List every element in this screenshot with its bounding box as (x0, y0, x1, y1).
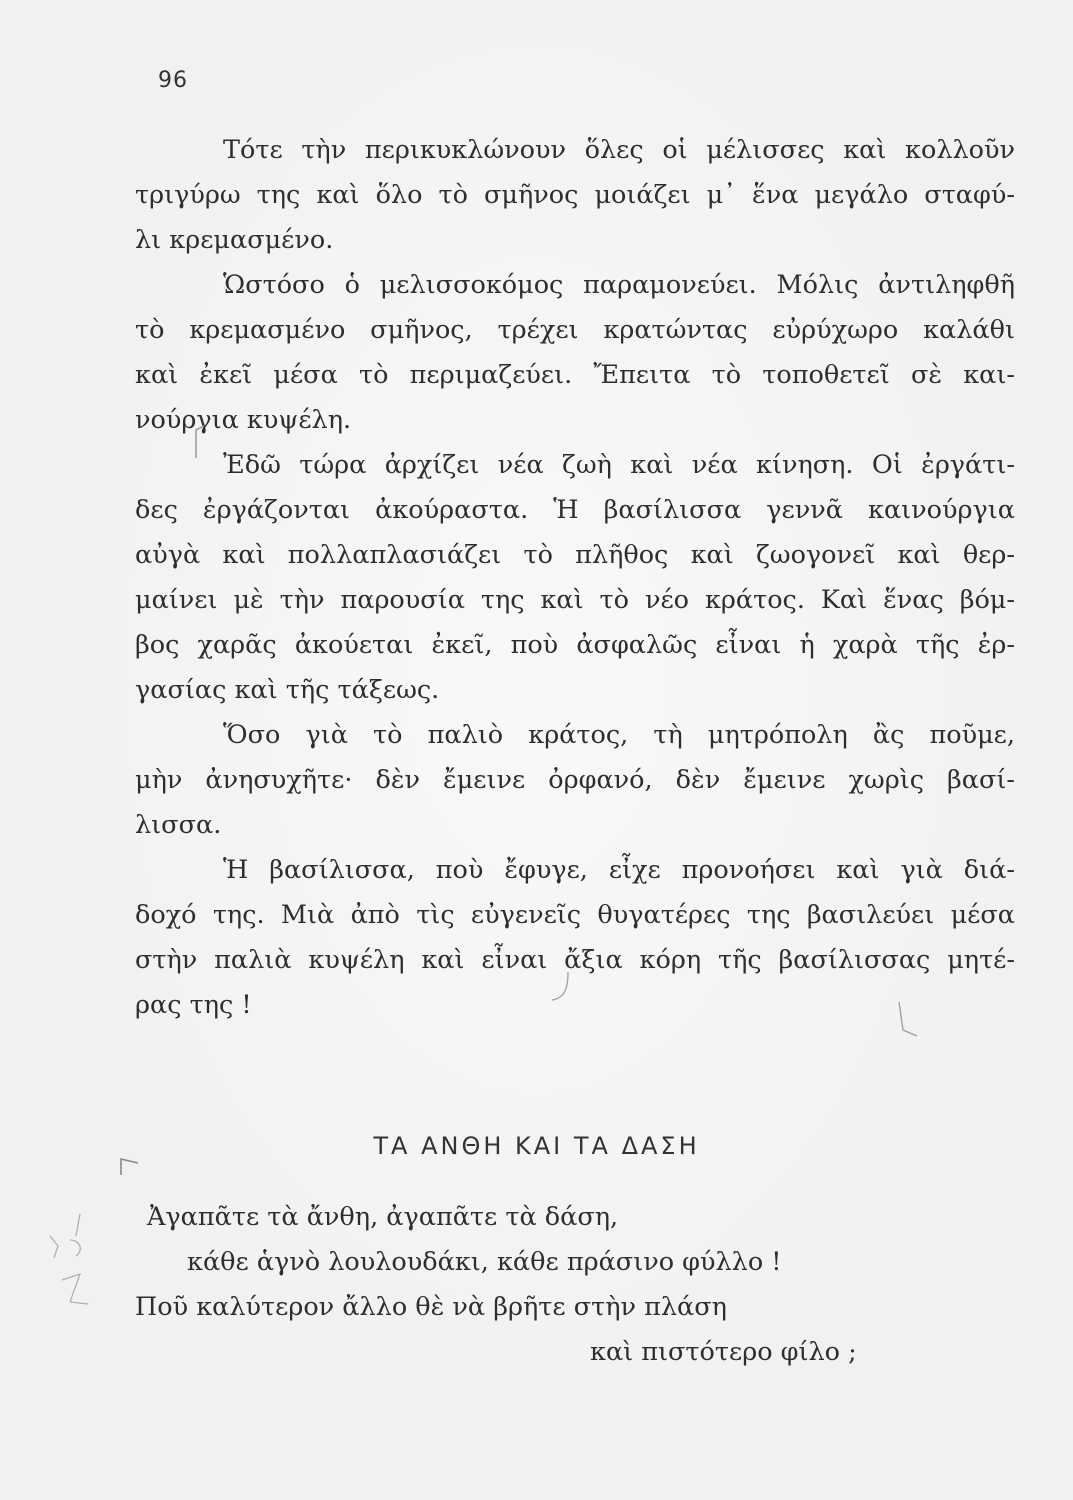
poem-verse: Ποῦ καλύτερον ἄλλο θὲ νὰ βρῆτε στὴν πλάση (135, 1292, 727, 1322)
text-line: Ἐδῶ τώρα ἀρχίζει νέα ζωὴ καὶ νέα κίνηση. Οἱ ἐργάτι- (223, 450, 1015, 480)
text-line: Τότε τὴν περικυκλώνουν ὅλες οἱ μέλισσες καὶ κολλοῦν (223, 135, 1015, 165)
text-line: λι κρεμασμένο. (135, 225, 334, 255)
text-line: μαίνει μὲ τὴν παρουσία της καὶ τὸ νέο κράτος. Καὶ ἕνας βόμ- (135, 585, 1015, 615)
text-line: στὴν παλιὰ κυψέλη καὶ εἶναι ἄξια κόρη τῆς βασίλισσας μητέ- (135, 945, 1015, 975)
poem-body (135, 1195, 915, 1375)
pencil-bracket-mark (188, 424, 208, 460)
page-number: 96 (158, 68, 188, 93)
text-line: τριγύρω της καὶ ὅλο τὸ σμῆνος μοιάζει μ᾽ ἕνα μεγάλο σταφύ- (135, 180, 1015, 210)
poem-verse: καὶ πιστότερο φίλο ; (590, 1337, 857, 1367)
text-line: Ἡ βασίλισσα, ποὺ ἔφυγε, εἶχε προνοήσει καὶ γιὰ διά- (223, 855, 1015, 885)
text-line: μὴν ἀνησυχῆτε· δὲν ἔμεινε ὀρφανό, δὲν ἔμεινε χωρὶς βασί- (135, 765, 1015, 795)
text-line: λισσα. (135, 810, 222, 840)
text-line: Ὡστόσο ὁ μελισσοκόμος παραμονεύει. Μόλις ἀντιληφθῆ (223, 270, 1015, 300)
text-line: Ὅσο γιὰ τὸ παλιὸ κράτος, τὴ μητρόπολη ἂς ποῦμε, (223, 720, 1015, 750)
pencil-tick-mark (895, 1000, 921, 1040)
text-line: βος χαρᾶς ἀκούεται ἐκεῖ, ποὺ ἀσφαλῶς εἶναι ἡ χαρὰ τῆς ἐρ- (135, 630, 1015, 660)
section-heading: ΤΑ ΑΝΘΗ ΚΑΙ ΤΑ ΔΑΣΗ (373, 1132, 700, 1160)
text-line: νούργια κυψέλη. (135, 405, 352, 435)
prose-body (135, 128, 1015, 1028)
text-line: δες ἐργάζονται ἀκούραστα. Ἡ βασίλισσα γεννᾶ καινούργια (135, 495, 1015, 525)
text-line: τὸ κρεμασμένο σμῆνος, τρέχει κρατώντας εὐρύχωρο καλάθι (135, 315, 1015, 345)
pencil-corner-mark (118, 1155, 140, 1177)
text-line: δοχό της. Μιὰ ἀπὸ τὶς εὐγενεῖς θυγατέρες της βασιλεύει μέσα (135, 900, 1015, 930)
text-line: αὐγὰ καὶ πολλαπλασιάζει τὸ πλῆθος καὶ ζωογονεῖ καὶ θερ- (135, 540, 1015, 570)
text-line: καὶ ἐκεῖ μέσα τὸ περιμαζεύει. Ἔπειτα τὸ τοποθετεῖ σὲ και- (135, 360, 1015, 390)
pencil-squiggle-mark (548, 970, 574, 1004)
poem-verse: κάθε ἁγνὸ λουλουδάκι, κάθε πράσινο φύλλο ! (187, 1247, 782, 1277)
poem-verse: Ἀγαπᾶτε τὰ ἄνθη, ἀγαπᾶτε τὰ δάση, (147, 1202, 619, 1232)
pencil-margin-scribble (40, 1210, 100, 1320)
text-line: γασίας καὶ τῆς τάξεως. (135, 675, 440, 705)
text-line: ρας της ! (135, 990, 252, 1020)
